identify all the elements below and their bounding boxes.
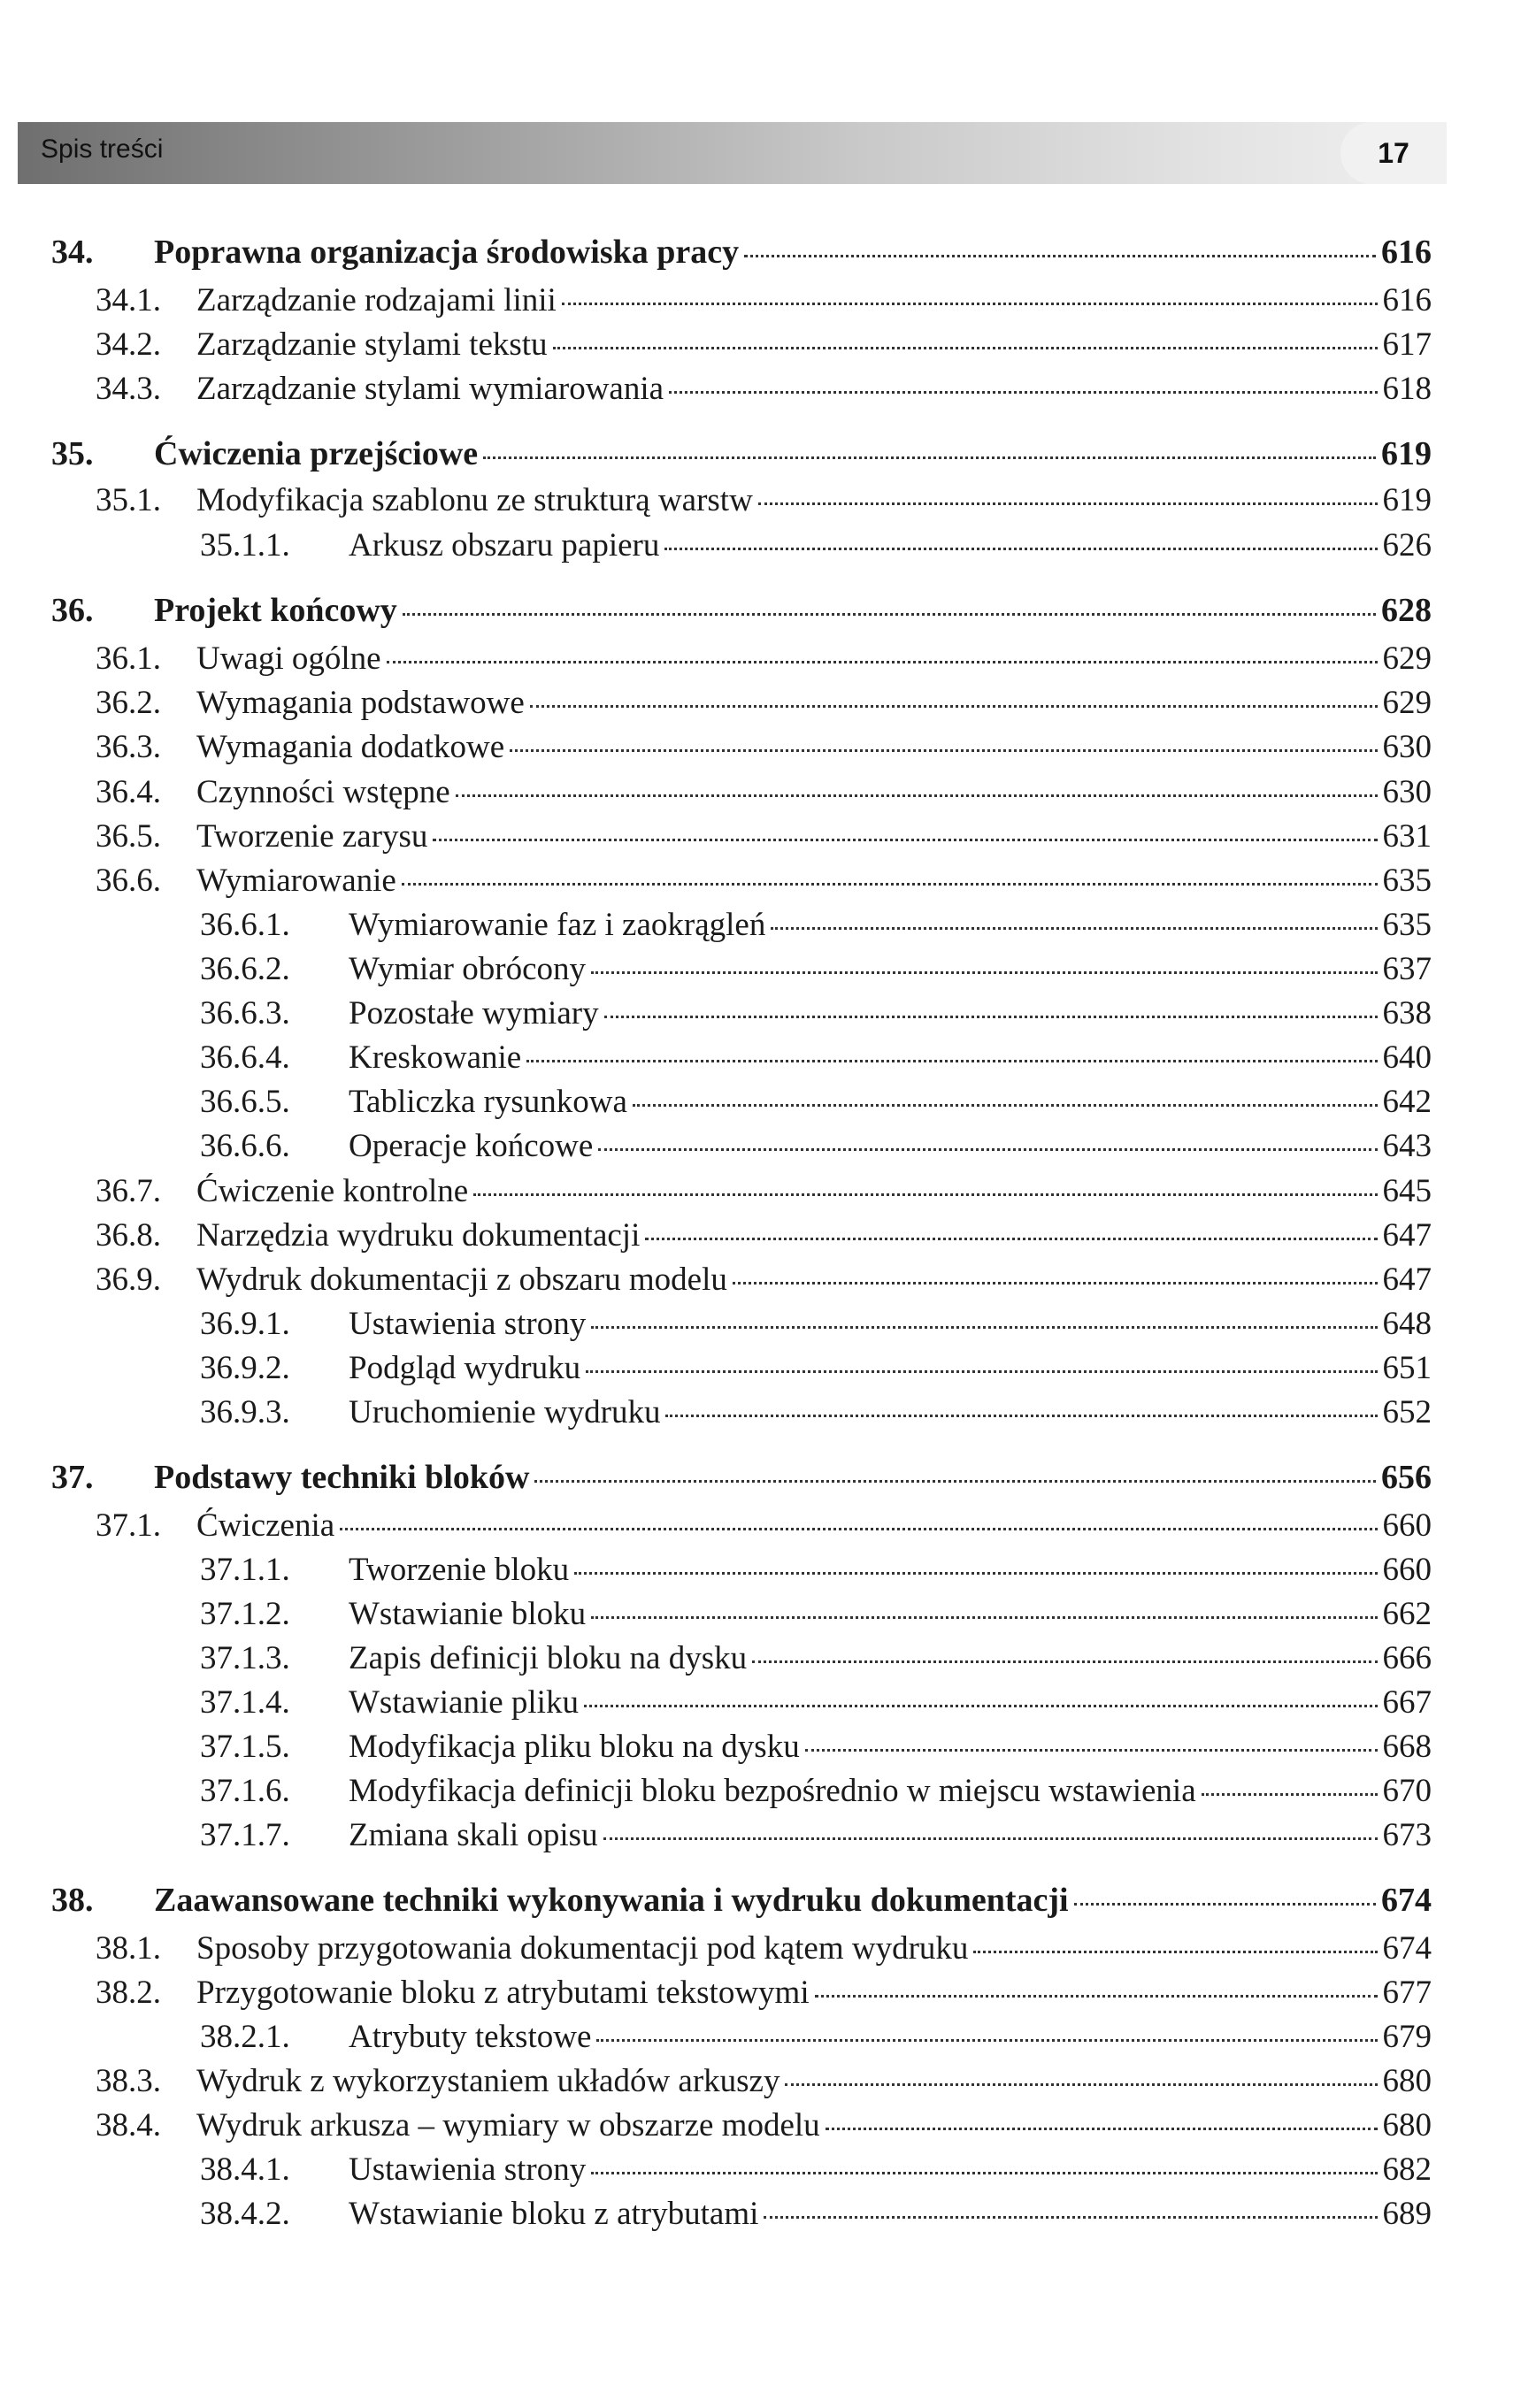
toc-number: 35. <box>51 435 94 472</box>
page-number: 17 <box>1340 122 1447 184</box>
toc-title: Uruchomienie wydruku <box>349 1394 661 1430</box>
toc-number: 35.1. <box>96 482 161 518</box>
toc-page: 640 <box>1382 1039 1432 1076</box>
toc-page: 628 <box>1381 592 1432 629</box>
toc-entry <box>200 1391 1432 1435</box>
dot-leader <box>603 1837 1378 1840</box>
toc-title: Zmiana skali opisu <box>349 1817 598 1853</box>
dot-leader <box>633 1104 1378 1107</box>
dot-leader <box>340 1528 1377 1530</box>
toc-page: 647 <box>1382 1262 1432 1298</box>
toc-title: Kreskowanie <box>349 1039 522 1076</box>
toc-entry <box>200 1637 1432 1681</box>
toc-entry <box>200 1681 1432 1725</box>
dot-leader <box>591 2172 1377 2174</box>
toc-number: 36.7. <box>96 1173 161 1209</box>
dot-leader <box>530 705 1378 708</box>
toc-page: 638 <box>1382 995 1432 1031</box>
toc-chapter <box>51 1455 1432 1499</box>
toc-page: 667 <box>1382 1684 1432 1721</box>
toc-title: Ustawienia strony <box>349 2151 587 2188</box>
toc-title: Operacje końcowe <box>349 1128 594 1164</box>
dot-leader <box>1202 1793 1378 1796</box>
dot-leader <box>402 883 1378 886</box>
toc-number: 36.6.3. <box>200 995 290 1031</box>
toc-page: 629 <box>1382 640 1432 677</box>
toc-page: 660 <box>1382 1552 1432 1588</box>
toc-page: 630 <box>1382 729 1432 765</box>
toc-number: 36.9.3. <box>200 1394 290 1430</box>
toc-title: Wymiarowanie <box>196 863 396 899</box>
toc-page: 689 <box>1382 2196 1432 2232</box>
toc-title: Uwagi ogólne <box>196 640 381 677</box>
toc-page: 616 <box>1381 234 1432 271</box>
toc-number: 37. <box>51 1459 94 1496</box>
toc-entry <box>96 859 1432 903</box>
toc-number: 38.1. <box>96 1930 161 1967</box>
toc-title: Tworzenie bloku <box>349 1552 570 1588</box>
toc-number: 36.6. <box>96 863 161 899</box>
dot-leader <box>669 391 1377 394</box>
toc-title: Podgląd wydruku <box>349 1350 581 1386</box>
toc-entry <box>200 1769 1432 1814</box>
toc-page: 680 <box>1382 2107 1432 2143</box>
toc-page: 635 <box>1382 907 1432 943</box>
toc-page: 618 <box>1382 371 1432 407</box>
toc-title: Ćwiczenie kontrolne <box>196 1173 469 1209</box>
toc-title: Poprawna organizacja środowiska pracy <box>154 234 740 271</box>
toc-number: 38.3. <box>96 2063 161 2099</box>
toc-chapter <box>51 1878 1432 1922</box>
dot-leader <box>733 1282 1378 1285</box>
toc-entry <box>96 771 1432 815</box>
toc-number: 36.6.4. <box>200 1039 290 1076</box>
dot-leader <box>1074 1903 1376 1906</box>
dot-leader <box>604 1016 1378 1018</box>
toc-chapter <box>51 230 1432 274</box>
dot-leader <box>584 1705 1378 1707</box>
toc-title: Narzędzia wydruku dokumentacji <box>196 1217 641 1254</box>
toc-title: Podstawy techniki bloków <box>154 1459 530 1496</box>
dot-leader <box>973 1951 1377 1953</box>
dot-leader <box>645 1238 1377 1240</box>
toc-entry <box>200 2192 1432 2236</box>
toc-number: 38.2. <box>96 1975 161 2011</box>
dot-leader <box>510 749 1377 752</box>
toc-page: 651 <box>1382 1350 1432 1386</box>
toc-title: Tabliczka rysunkowa <box>349 1084 627 1120</box>
toc-page: 616 <box>1382 282 1432 318</box>
toc-entry <box>96 2104 1432 2148</box>
dot-leader <box>433 839 1377 841</box>
dot-leader <box>598 1148 1377 1151</box>
toc-number: 36.4. <box>96 774 161 810</box>
toc-chapter <box>51 432 1432 476</box>
toc-entry <box>200 2148 1432 2192</box>
toc-page: 662 <box>1382 1596 1432 1632</box>
toc-page: 679 <box>1382 2019 1432 2055</box>
toc-title: Wydruk arkusza – wymiary w obszarze modelu <box>196 2107 820 2143</box>
toc-page: 668 <box>1382 1729 1432 1765</box>
toc-number: 35.1.1. <box>200 527 290 564</box>
toc-entry <box>200 1080 1432 1124</box>
toc-page: 619 <box>1381 435 1432 472</box>
toc-number: 36.6.5. <box>200 1084 290 1120</box>
toc-entry <box>96 681 1432 725</box>
toc-page: 642 <box>1382 1084 1432 1120</box>
toc-number: 36.1. <box>96 640 161 677</box>
toc-title: Zapis definicji bloku na dysku <box>349 1640 748 1676</box>
toc-number: 36.6.2. <box>200 951 290 987</box>
dot-leader <box>562 303 1378 305</box>
dot-leader <box>826 2128 1378 2130</box>
toc-number: 37.1.2. <box>200 1596 290 1632</box>
toc-number: 37.1. <box>96 1507 161 1544</box>
toc-number: 37.1.3. <box>200 1640 290 1676</box>
dot-leader <box>752 1660 1377 1663</box>
toc-number: 36.9.1. <box>200 1306 290 1342</box>
toc-entry <box>96 1214 1432 1258</box>
toc-number: 37.1.5. <box>200 1729 290 1765</box>
dot-leader <box>758 502 1378 505</box>
toc-page: 631 <box>1382 818 1432 855</box>
toc-title: Zarządzanie stylami wymiarowania <box>196 371 664 407</box>
toc-number: 36. <box>51 592 94 629</box>
toc-number: 37.1.6. <box>200 1773 290 1809</box>
toc-page: 626 <box>1382 527 1432 564</box>
toc-page: 645 <box>1382 1173 1432 1209</box>
toc-title: Arkusz obszaru papieru <box>349 527 660 564</box>
toc-title: Modyfikacja pliku bloku na dysku <box>349 1729 800 1765</box>
toc-page: 656 <box>1381 1459 1432 1496</box>
toc-title: Zarządzanie rodzajami linii <box>196 282 557 318</box>
dot-leader <box>534 1480 1376 1483</box>
toc-number: 34.1. <box>96 282 161 318</box>
toc-entry <box>96 323 1432 367</box>
toc-page: 677 <box>1382 1975 1432 2011</box>
dot-leader <box>805 1749 1378 1752</box>
toc-entry <box>200 1725 1432 1769</box>
toc-entry <box>200 1036 1432 1080</box>
toc-page: 637 <box>1382 951 1432 987</box>
toc-number: 34. <box>51 234 94 271</box>
toc-entry <box>200 1814 1432 1858</box>
dot-leader <box>483 456 1376 459</box>
toc-title: Ćwiczenia <box>196 1507 335 1544</box>
dot-leader <box>785 2083 1377 2086</box>
toc-number: 38.4. <box>96 2107 161 2143</box>
toc-title: Ćwiczenia przejściowe <box>154 435 479 472</box>
toc-title: Czynności wstępne <box>196 774 450 810</box>
toc-entry <box>96 1169 1432 1214</box>
dot-leader <box>586 1370 1377 1373</box>
dot-leader <box>744 255 1376 257</box>
toc-entry <box>96 2059 1432 2104</box>
dot-leader <box>387 661 1378 663</box>
toc-number: 36.3. <box>96 729 161 765</box>
toc-entry <box>96 1258 1432 1302</box>
dot-leader <box>596 2039 1377 2042</box>
toc-number: 36.2. <box>96 685 161 721</box>
dot-leader <box>553 347 1378 349</box>
toc-number: 37.1.7. <box>200 1817 290 1853</box>
dot-leader <box>473 1193 1377 1196</box>
toc-title: Tworzenie zarysu <box>196 818 428 855</box>
toc-page: 635 <box>1382 863 1432 899</box>
toc-entry <box>200 1302 1432 1346</box>
toc-number: 37.1.1. <box>200 1552 290 1588</box>
toc-entry <box>96 1971 1432 2015</box>
toc-title: Zarządzanie stylami tekstu <box>196 326 548 363</box>
toc-page: 670 <box>1382 1773 1432 1809</box>
toc-title: Wstawianie bloku z atrybutami <box>349 2196 759 2232</box>
toc-entry <box>200 1346 1432 1391</box>
toc-number: 36.5. <box>96 818 161 855</box>
toc-entry <box>200 524 1432 568</box>
toc-title: Sposoby przygotowania dokumentacji pod kątem wydruku <box>196 1930 969 1967</box>
toc-entry <box>96 367 1432 411</box>
toc-title: Wstawianie bloku <box>349 1596 587 1632</box>
toc-title: Ustawienia strony <box>349 1306 587 1342</box>
toc-number: 34.3. <box>96 371 161 407</box>
toc-title: Przygotowanie bloku z atrybutami tekstowymi <box>196 1975 810 2011</box>
toc-title: Wydruk z wykorzystaniem układów arkuszy <box>196 2063 780 2099</box>
toc-page: 666 <box>1382 1640 1432 1676</box>
toc-page: 647 <box>1382 1217 1432 1254</box>
toc-number: 38.4.1. <box>200 2151 290 2188</box>
toc-title: Zaawansowane techniki wykonywania i wydruku dokumentacji <box>154 1882 1069 1919</box>
toc-number: 36.9. <box>96 1262 161 1298</box>
toc-page: 619 <box>1382 482 1432 518</box>
toc-page: 680 <box>1382 2063 1432 2099</box>
toc-page: 673 <box>1382 1817 1432 1853</box>
toc-title: Modyfikacja szablonu ze strukturą warstw <box>196 482 753 518</box>
toc-title: Atrybuty tekstowe <box>349 2019 592 2055</box>
toc-page: 674 <box>1381 1882 1432 1919</box>
toc-number: 36.8. <box>96 1217 161 1254</box>
dot-leader <box>574 1572 1377 1575</box>
toc-number: 38. <box>51 1882 94 1919</box>
header-title: Spis treści <box>41 134 164 164</box>
toc-entry <box>96 815 1432 859</box>
toc-entry <box>96 279 1432 323</box>
toc-number: 38.2.1. <box>200 2019 290 2055</box>
toc-title: Wydruk dokumentacji z obszaru modelu <box>196 1262 727 1298</box>
toc-number: 36.6.6. <box>200 1128 290 1164</box>
toc-title: Wymagania podstawowe <box>196 685 525 721</box>
toc-entry <box>200 1548 1432 1592</box>
toc-number: 36.6.1. <box>200 907 290 943</box>
dot-leader <box>591 1326 1377 1329</box>
toc-entry <box>96 479 1432 523</box>
toc-page: 617 <box>1382 326 1432 363</box>
toc-page: 643 <box>1382 1128 1432 1164</box>
dot-leader <box>403 613 1376 616</box>
dot-leader <box>456 794 1378 797</box>
toc-number: 38.4.2. <box>200 2196 290 2232</box>
dot-leader <box>764 2216 1377 2219</box>
toc-number: 36.9.2. <box>200 1350 290 1386</box>
toc-number: 34.2. <box>96 326 161 363</box>
dot-leader <box>815 1995 1378 1998</box>
dot-leader <box>771 927 1377 930</box>
toc-entry <box>200 992 1432 1036</box>
toc-number: 37.1.4. <box>200 1684 290 1721</box>
toc-page: 674 <box>1382 1930 1432 1967</box>
toc-title: Projekt końcowy <box>154 592 397 629</box>
toc-entry <box>200 903 1432 947</box>
toc-entry <box>200 1592 1432 1637</box>
toc-title: Wymagania dodatkowe <box>196 729 505 765</box>
toc-title: Wstawianie pliku <box>349 1684 579 1721</box>
toc-entry <box>200 2015 1432 2059</box>
toc-entry <box>96 637 1432 681</box>
dot-leader <box>665 1415 1377 1417</box>
toc-title: Wymiarowanie faz i zaokrągleń <box>349 907 766 943</box>
toc-page: 648 <box>1382 1306 1432 1342</box>
toc-page: 660 <box>1382 1507 1432 1544</box>
toc-page: 629 <box>1382 685 1432 721</box>
toc-entry <box>96 1927 1432 1971</box>
dot-leader <box>591 971 1378 974</box>
toc-entry <box>200 1124 1432 1169</box>
toc-entry <box>96 1504 1432 1548</box>
toc-title: Pozostałe wymiary <box>349 995 599 1031</box>
dot-leader <box>526 1060 1377 1062</box>
toc-title: Wymiar obrócony <box>349 951 586 987</box>
dot-leader <box>591 1616 1377 1619</box>
toc-chapter <box>51 588 1432 633</box>
toc-title: Modyfikacja definicji bloku bezpośrednio w miejscu wstawienia <box>349 1773 1196 1809</box>
toc-page: 630 <box>1382 774 1432 810</box>
toc-entry <box>200 947 1432 992</box>
toc-entry <box>96 725 1432 770</box>
toc-page: 652 <box>1382 1394 1432 1430</box>
toc-page: 682 <box>1382 2151 1432 2188</box>
dot-leader <box>664 548 1377 550</box>
